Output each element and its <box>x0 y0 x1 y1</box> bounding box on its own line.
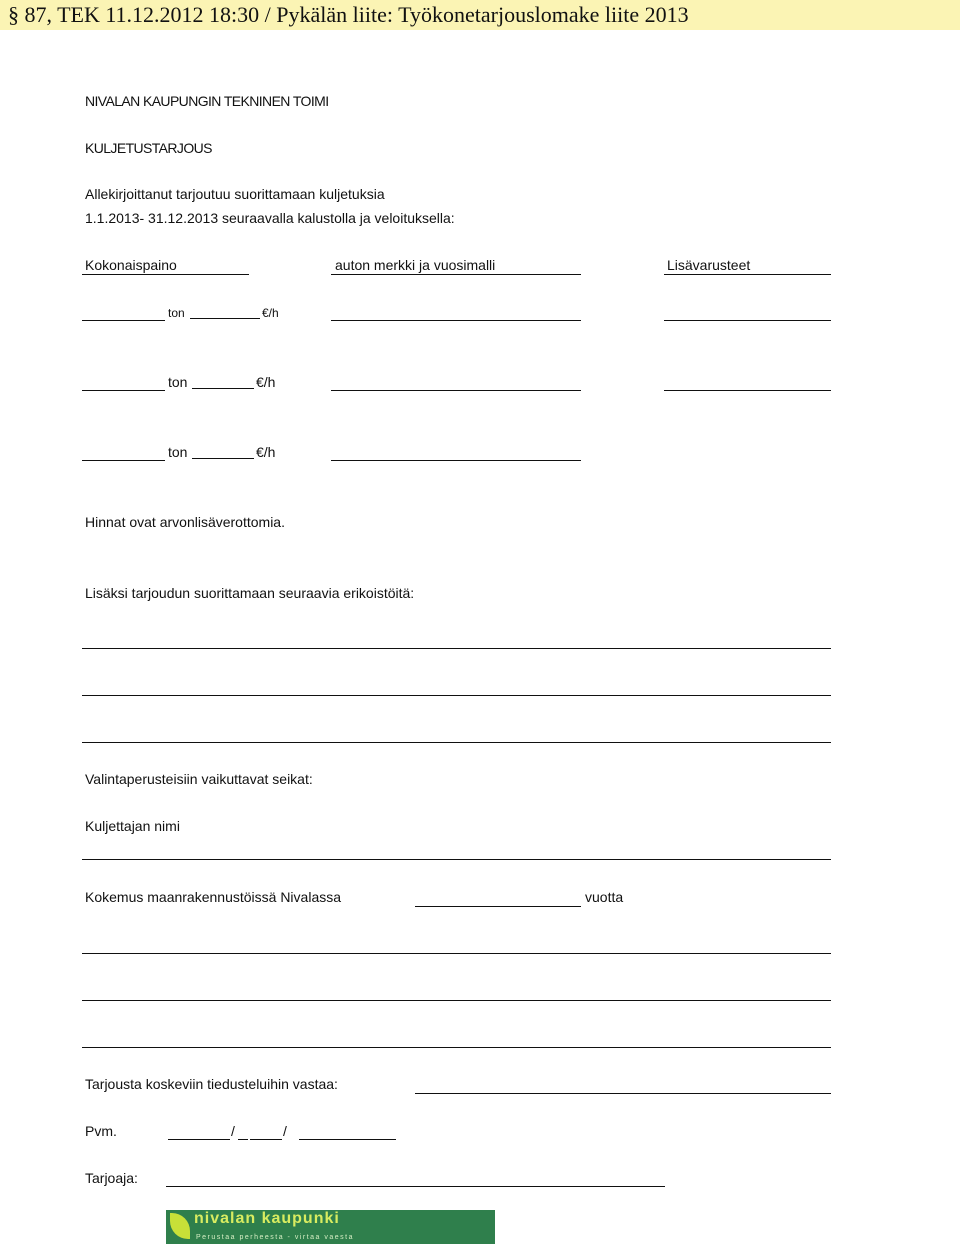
years-label: vuotta <box>585 889 624 905</box>
intro-text: Allekirjoittanut tarjoutuu suorittamaan kuljetuksia <box>85 186 385 202</box>
logo-slogan: Perustaa perheesta - virtaa vaesta <box>196 1234 355 1241</box>
unit-rate: €/h <box>256 444 276 460</box>
brand-field[interactable] <box>331 460 581 461</box>
organization-name: NIVALAN KAUPUNGIN TEKNINEN TOIMI <box>85 93 329 109</box>
header-underline <box>664 274 831 275</box>
date-separator: / <box>231 1123 235 1139</box>
banner-text: § 87, TEK 11.12.2012 18:30 / Pykälän liite: Työkonetarjouslomake liite 2013 <box>8 2 689 27</box>
rate-field[interactable] <box>192 388 254 389</box>
criteria-line[interactable] <box>82 953 831 954</box>
unit-ton: ton <box>168 306 185 320</box>
rate-field[interactable] <box>190 318 260 319</box>
header-underline <box>82 274 249 275</box>
weight-field[interactable] <box>82 390 165 391</box>
column-header-brand: auton merkki ja vuosimalli <box>335 257 496 273</box>
contact-field[interactable] <box>415 1093 831 1094</box>
special-works-label: Lisäksi tarjoudun suorittamaan seuraavia erikoistöitä: <box>85 585 415 601</box>
experience-years-field[interactable] <box>415 906 581 907</box>
date-underline <box>238 1139 248 1140</box>
brand-field[interactable] <box>331 320 581 321</box>
unit-ton: ton <box>168 374 188 390</box>
criteria-line[interactable] <box>82 1000 831 1001</box>
extras-field[interactable] <box>664 320 831 321</box>
leaf-icon <box>170 1213 190 1239</box>
selection-criteria-label: Valintaperusteisiin vaikuttavat seikat: <box>85 771 313 787</box>
special-works-line[interactable] <box>82 695 831 696</box>
header-banner <box>0 0 960 30</box>
contact-label: Tarjousta koskeviin tiedusteluihin vastaa: <box>85 1076 338 1092</box>
weight-field[interactable] <box>82 320 165 321</box>
header-underline <box>331 274 581 275</box>
extras-field[interactable] <box>664 390 831 391</box>
bidder-label: Tarjoaja: <box>85 1170 138 1186</box>
unit-ton: ton <box>168 444 188 460</box>
form-title: KULJETUSTARJOUS <box>85 140 212 156</box>
weight-field[interactable] <box>82 460 165 461</box>
rate-field[interactable] <box>192 458 254 459</box>
experience-label: Kokemus maanrakennustöissä Nivalassa <box>85 889 342 905</box>
special-works-line[interactable] <box>82 742 831 743</box>
date-separator: / <box>283 1123 287 1139</box>
intro-period: 1.1.2013- 31.12.2013 seuraavalla kalustolla ja veloituksella: <box>85 210 455 226</box>
prices-note: Hinnat ovat arvonlisäverottomia. <box>85 514 285 530</box>
column-header-weight: Kokonaispaino <box>85 257 177 273</box>
brand-field[interactable] <box>331 390 581 391</box>
criteria-line[interactable] <box>82 1047 831 1048</box>
special-works-line[interactable] <box>82 648 831 649</box>
unit-rate: €/h <box>262 306 279 320</box>
logo-name: nivalan kaupunki <box>194 1210 340 1227</box>
unit-rate: €/h <box>256 374 276 390</box>
driver-name-field[interactable] <box>82 859 831 860</box>
column-header-extras: Lisävarusteet <box>667 257 751 273</box>
date-label: Pvm. <box>85 1123 117 1139</box>
date-day-field[interactable] <box>168 1139 230 1140</box>
city-logo <box>166 1210 495 1244</box>
driver-name-label: Kuljettajan nimi <box>85 818 180 834</box>
date-month-field[interactable] <box>250 1139 282 1140</box>
bidder-field[interactable] <box>166 1186 665 1187</box>
date-year-field[interactable] <box>299 1139 396 1140</box>
